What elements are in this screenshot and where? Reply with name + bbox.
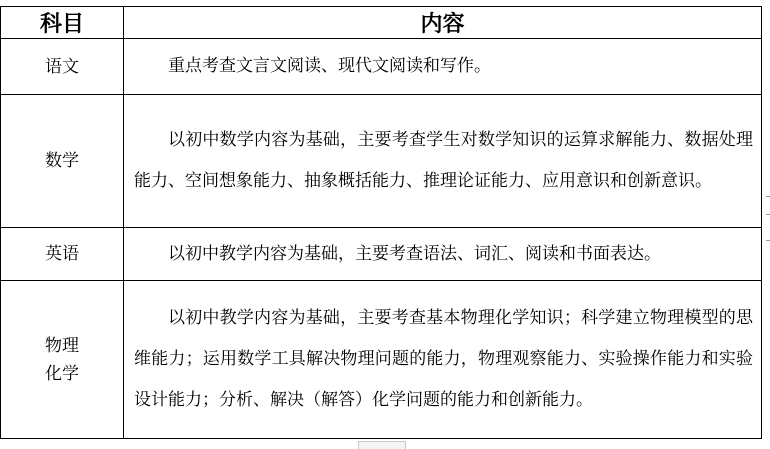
header-subject: 科目 [1,7,124,39]
header-row [1,7,762,39]
table-row [1,228,762,281]
exam-content-table [0,6,762,439]
header-content: 内容 [124,7,762,39]
subject-line: 化学 [45,363,79,384]
subject-line: 物理 [45,335,79,356]
content-text: 以初中数学内容为基础，主要考查学生对数学知识的运算求解能力、数据处理能力、空间想象能力、抽象概括能力、推理论证能力、应用意识和创新意识。 [134,130,753,191]
content-cell [124,39,762,95]
subject-cell [1,281,124,439]
subject-cell: 语文 [1,39,124,95]
content-text: 以初中教学内容为基础，主要考查语法、词汇、阅读和书面表达。 [168,243,661,264]
subject-cell: 英语 [1,228,124,281]
ruler-tick [766,196,770,197]
ruler-tick [766,240,770,241]
content-text: 以初中教学内容为基础，主要考查基本物理化学知识；科学建立物理模型的思维能力；运用数学工具解决物理问题的能力，物理观察能力、实验操作能力和实验设计能力；分析、解决（解答）化学问题的能力和创新能力。 [134,308,753,410]
table-row [1,281,762,439]
ruler-tick [766,214,770,215]
table-row [1,39,762,95]
content-cell [124,228,762,281]
table-row [1,95,762,228]
content-cell [124,281,762,439]
subject-cell: 数学 [1,95,124,228]
content-cell [124,95,762,228]
content-text: 重点考查文言文阅读、现代文阅读和写作。 [168,56,491,76]
